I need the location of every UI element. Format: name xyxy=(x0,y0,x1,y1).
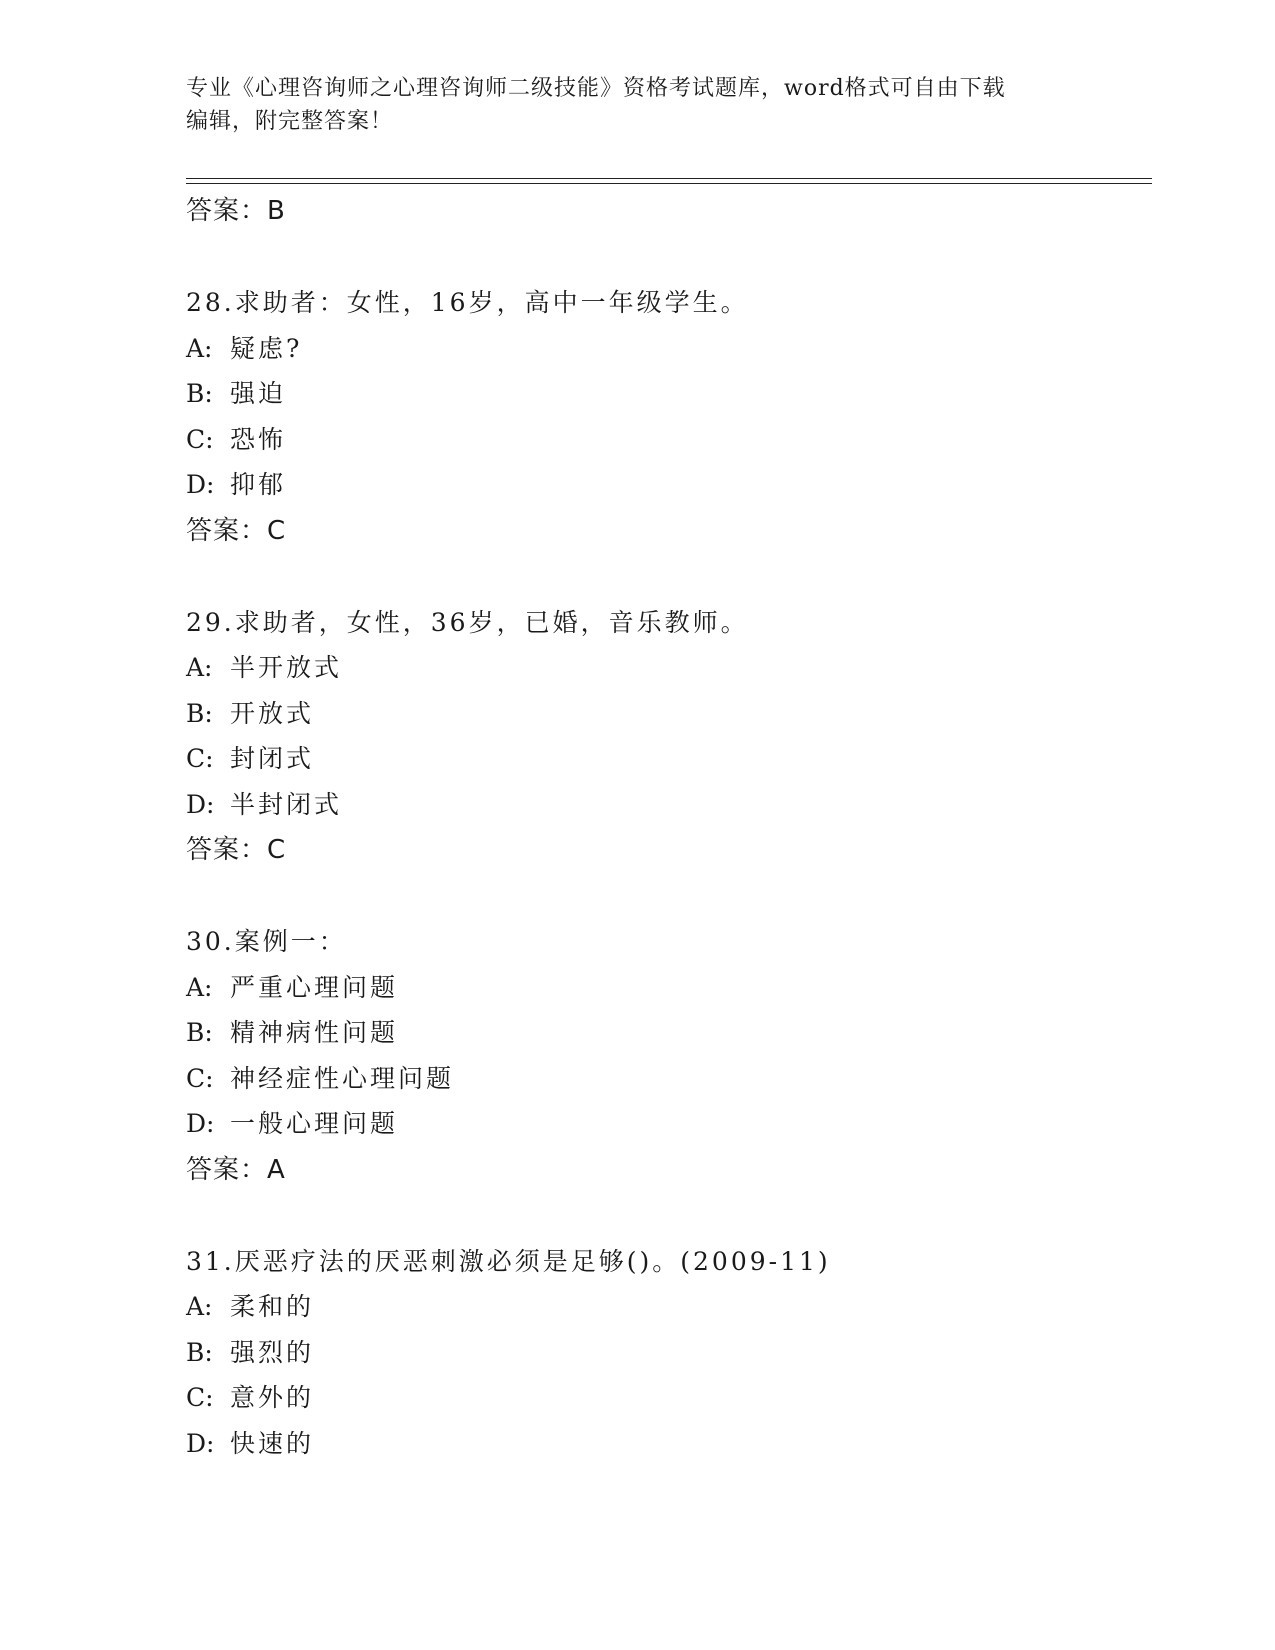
option-b xyxy=(186,1010,1152,1056)
option-d xyxy=(186,782,1152,828)
option-text: 疑虑? xyxy=(230,333,303,363)
option-d xyxy=(186,1421,1152,1467)
question-stem: 29.求助者，女性，36岁，已婚，音乐教师。 xyxy=(186,607,749,637)
option-text: 封闭式 xyxy=(230,744,315,773)
answer-line: 答案：C xyxy=(186,515,287,546)
option-c xyxy=(186,1056,1152,1102)
option-letter: C: xyxy=(186,424,214,454)
option-a xyxy=(186,326,1152,372)
header-line-1: 专业《心理咨询师之心理咨询师二级技能》资格考试题库，word格式可自由下载 xyxy=(186,76,1006,101)
option-d xyxy=(186,462,1152,508)
option-text: 意外的 xyxy=(230,1383,315,1412)
option-c xyxy=(186,1375,1152,1421)
option-a xyxy=(186,645,1152,691)
option-text: 开放式 xyxy=(230,698,315,728)
option-text: 强迫 xyxy=(230,379,287,408)
header-line-2: 编辑，附完整答案！ xyxy=(186,109,394,134)
option-letter: A: xyxy=(186,972,213,1002)
question-28 xyxy=(186,280,1152,554)
option-letter: D: xyxy=(186,470,215,499)
option-letter: B: xyxy=(186,1337,213,1367)
document-header xyxy=(186,72,1066,138)
question-stem: 31.厌恶疗法的厌恶刺激必须是足够()。(2009-11) xyxy=(186,1246,831,1276)
option-letter: B: xyxy=(186,379,213,408)
option-letter: C: xyxy=(186,1383,214,1412)
option-letter: A: xyxy=(186,653,213,682)
option-c xyxy=(186,736,1152,782)
option-letter: D: xyxy=(186,1428,215,1458)
option-text: 柔和的 xyxy=(230,1292,315,1321)
header-divider-top xyxy=(186,178,1152,179)
option-c xyxy=(186,417,1152,463)
option-text: 抑郁 xyxy=(230,470,287,499)
option-text: 严重心理问题 xyxy=(230,972,399,1002)
option-letter: B: xyxy=(186,1018,213,1047)
option-d xyxy=(186,1101,1152,1147)
option-a xyxy=(186,965,1152,1011)
question-stem: 30.案例一： xyxy=(186,927,347,956)
option-text: 半开放式 xyxy=(230,653,343,682)
option-letter: C: xyxy=(186,1063,214,1093)
question-list xyxy=(186,188,1152,1466)
question-30 xyxy=(186,919,1152,1193)
option-letter: A: xyxy=(186,1292,213,1321)
answer-line: 答案：C xyxy=(186,835,287,865)
option-letter: D: xyxy=(186,789,215,819)
option-text: 一般心理问题 xyxy=(230,1109,399,1138)
option-b xyxy=(186,691,1152,737)
answer-line: 答案：A xyxy=(186,1154,286,1185)
option-text: 快速的 xyxy=(230,1428,315,1458)
option-text: 强烈的 xyxy=(230,1337,315,1367)
option-text: 恐怖 xyxy=(230,424,287,454)
question-31 xyxy=(186,1239,1152,1467)
option-a xyxy=(186,1284,1152,1330)
option-letter: B: xyxy=(186,698,213,728)
option-letter: D: xyxy=(186,1109,215,1138)
option-b xyxy=(186,1330,1152,1376)
option-letter: C: xyxy=(186,744,214,773)
option-letter: A: xyxy=(186,333,213,363)
question-stem: 28.求助者：女性，16岁，高中一年级学生。 xyxy=(186,288,749,317)
option-text: 精神病性问题 xyxy=(230,1018,399,1047)
option-b xyxy=(186,371,1152,417)
header-divider-bottom xyxy=(186,183,1152,184)
option-text: 半封闭式 xyxy=(230,789,343,819)
question-29 xyxy=(186,600,1152,874)
option-text: 神经症性心理问题 xyxy=(230,1063,455,1093)
answer-line: 答案：B xyxy=(186,196,286,226)
